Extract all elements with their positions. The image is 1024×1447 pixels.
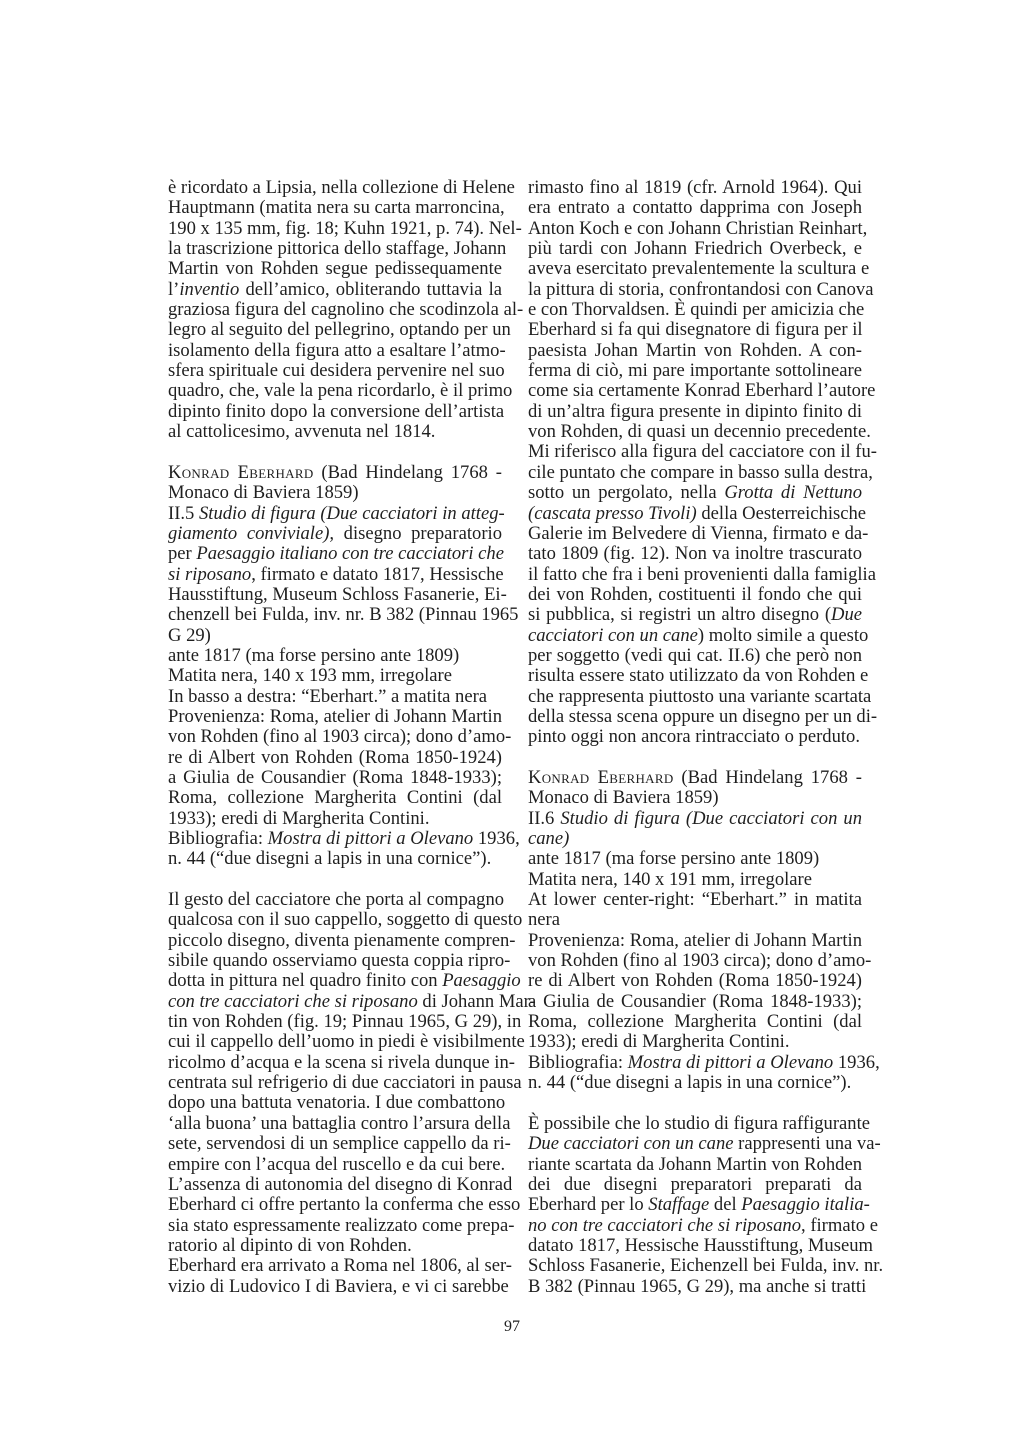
text-line: isolamento della figura atto a esaltare l’atmo-: [168, 339, 506, 361]
text-line: si riposano, firmato e datato 1817, Hessische: [168, 563, 504, 585]
text-line: riante scartata da Johann Martin von Rohden: [528, 1153, 862, 1175]
text-line: Galerie im Belvedere di Vienna, firmato e da-: [528, 522, 869, 544]
right-column: [528, 177, 884, 1297]
text-line: qualcosa con il suo cappello, soggetto di questo: [168, 909, 523, 931]
text-line: il fatto che fra i beni provenienti dalla famiglia: [528, 563, 876, 585]
text-line: la trascrizione pittorica dello staffage, Johann: [168, 238, 507, 260]
text-line: legro al seguito del pellegrino, optando per un: [168, 319, 511, 341]
text-line: Roma, collezione Margherita Contini (dal: [168, 787, 502, 809]
text-line: II.5 Studio di figura (Due cacciatori in atteg-: [168, 502, 505, 524]
text-line: di un’altra figura presente in dipinto finito di: [528, 400, 862, 422]
text-line: II.6 Studio di figura (Due cacciatori con un: [528, 807, 863, 829]
text-line: ferma di ciò, mi pare importante sottolineare: [528, 360, 862, 382]
paragraph-gap: [168, 870, 502, 890]
text-line: dopo una battuta venatoria. I due combattono: [168, 1092, 506, 1114]
text-line: che rappresenta piuttosto una variante scartata: [528, 685, 872, 707]
text-line: At lower center-right: “Eberhart.” in matita: [528, 889, 862, 911]
text-line: (cascata presso Tivoli) della Oesterreichische: [528, 502, 867, 524]
text-line: 190 x 135 mm, fig. 18; Kuhn 1921, p. 74). Nel-: [168, 217, 522, 239]
text-line: Eberhard si fa qui disegnatore di figura per il: [528, 319, 863, 341]
page-number: 97: [504, 1318, 520, 1335]
text-line: re di Albert von Rohden (Roma 1850-1924): [528, 970, 862, 992]
text-line: piccolo disegno, diventa pienamente compren-: [168, 929, 516, 951]
text-line: chenzell bei Fulda, inv. nr. B 382 (Pinnau 1965: [168, 604, 519, 626]
text-line: tin von Rohden (fig. 19; Pinnau 1965, G 29), in: [168, 1011, 522, 1033]
text-line: si pubblica, si registri un altro disegno (Due: [528, 604, 862, 626]
text-line: Konrad Eberhard (Bad Hindelang 1768 -: [168, 461, 502, 483]
text-line: no con tre cacciatori che si riposano, firmato e: [528, 1214, 878, 1236]
text-line: Hauptmann (matita nera su carta marroncina,: [168, 197, 505, 219]
text-line: quadro, che, vale la pena ricordarlo, è il primo: [168, 380, 513, 402]
text-line: tato 1809 (fig. 12). Non va inoltre trascurato: [528, 543, 862, 565]
text-line: aveva esercitato prevalentemente la scultura e: [528, 258, 870, 280]
text-line: risulta essere stato utilizzato da von Rohden e: [528, 665, 869, 687]
text-line: L’assenza di autonomia del disegno di Konrad: [168, 1173, 513, 1195]
text-line: graziosa figura del cagnolino che scodinzola al-: [168, 299, 524, 321]
text-line: 1933); eredi di Margherita Contini.: [168, 807, 430, 829]
text-line: sia stato espressamente realizzato come prepa-: [168, 1214, 515, 1236]
text-line: dei von Rohden, costituenti il fondo che qui: [528, 583, 862, 605]
text-line: vizio di Ludovico I di Baviera, e vi ci sarebbe: [168, 1275, 509, 1297]
text-line: della stessa scena oppure un disegno per un di-: [528, 705, 878, 727]
text-line: G 29): [168, 624, 211, 646]
text-line: Il gesto del cacciatore che porta al compagno: [168, 889, 505, 911]
text-line: sete, servendosi di un semplice cappello da ri-: [168, 1133, 511, 1155]
text-line: è ricordato a Lipsia, nella collezione di Helene: [168, 177, 515, 198]
paragraph-gap: [168, 442, 502, 462]
text-line: per soggetto (vedi qui cat. II.6) che però non: [528, 644, 862, 666]
text-line: Due cacciatori con un cane rappresenti una va-: [528, 1133, 881, 1155]
text-line: ante 1817 (ma forse persino ante 1809): [528, 848, 820, 870]
text-line: È possibile che lo studio di figura raffigurante: [528, 1112, 871, 1134]
text-line: cui il cappello dell’uomo in piedi è visibilmente: [168, 1031, 525, 1053]
text-line: datato 1817, Hessische Hausstiftung, Museum: [528, 1234, 873, 1256]
text-line: al cattolicesimo, avvenuta nel 1814.: [168, 421, 436, 443]
text-line: empire con l’acqua del ruscello e da cui bere.: [168, 1153, 506, 1175]
text-line: Konrad Eberhard (Bad Hindelang 1768 -: [528, 766, 862, 788]
text-line: sibile quando osserviamo questa coppia ripro-: [168, 950, 511, 972]
text-line: Monaco di Baviera 1859): [528, 787, 719, 809]
text-line: von Rohden (fino al 1903 circa); dono d’amo-: [168, 726, 512, 748]
text-line: cacciatori con un cane) molto simile a questo: [528, 624, 869, 646]
text-line: Matita nera, 140 x 191 mm, irregolare: [528, 868, 812, 890]
text-line: pinto oggi non ancora rintracciato o perduto.: [528, 726, 861, 748]
text-line: dei due disegni preparatori preparati da: [528, 1173, 862, 1195]
text-line: cile puntato che compare in basso sulla destra,: [528, 461, 873, 483]
text-line: a Giulia de Cousandier (Roma 1848-1933);: [528, 990, 862, 1012]
text-line: von Rohden (fino al 1903 circa); dono d’amo-: [528, 950, 872, 972]
text-line: nera: [528, 909, 560, 931]
text-line: a Giulia de Cousandier (Roma 1848-1933);: [168, 766, 502, 788]
text-line: Roma, collezione Margherita Contini (dal: [528, 1011, 862, 1033]
text-line: era entrato a contatto dapprima con Joseph: [528, 197, 862, 219]
text-line: dotta in pittura nel quadro finito con Paesaggio: [168, 970, 521, 992]
left-column: [168, 177, 536, 1297]
text-line: con tre cacciatori che si riposano di Johann Mar-: [168, 990, 536, 1012]
paragraph-gap: [528, 1093, 862, 1113]
text-line: ratorio al dipinto di von Rohden.: [168, 1234, 412, 1256]
text-line: ante 1817 (ma forse persino ante 1809): [168, 644, 460, 666]
text-line: dipinto finito dopo la conversione dell’artista: [168, 400, 505, 422]
text-line: e con Thorvaldsen. È quindi per amicizia che: [528, 299, 865, 321]
text-line: re di Albert von Rohden (Roma 1850-1924): [168, 746, 502, 768]
text-line: Matita nera, 140 x 193 mm, irregolare: [168, 665, 452, 687]
text-line: Eberhard ci offre pertanto la conferma che esso: [168, 1194, 521, 1216]
text-line: l’inventio dell’amico, obliterando tuttavia la: [168, 278, 502, 300]
text-line: In basso a destra: “Eberhart.” a matita nera: [168, 685, 488, 707]
text-line: ‘alla buona’ una battaglia contro l’arsura della: [168, 1112, 511, 1134]
paragraph-gap: [528, 748, 862, 768]
text-line: la pittura di storia, confrontandosi con Canova: [528, 278, 874, 300]
text-line: Bibliografia: Mostra di pittori a Olevano 1936,: [168, 828, 520, 849]
text-line: Martin von Rohden segue pedissequamente: [168, 258, 502, 280]
text-line: Eberhard per lo Staffage del Paesaggio italia-: [528, 1194, 870, 1216]
text-line: ricolmo d’acqua e la scena si rivela dunque in-: [168, 1051, 515, 1073]
text-line: von Rohden, di quasi un decennio precedente.: [528, 421, 871, 443]
text-line: Mi riferisco alla figura del cacciatore con il fu-: [528, 441, 877, 463]
text-line: cane): [528, 828, 570, 849]
text-line: per Paesaggio italiano con tre cacciatori che: [168, 543, 504, 565]
text-line: come sia certamente Konrad Eberhard l’autore: [528, 380, 876, 402]
text-line: Eberhard era arrivato a Roma nel 1806, al ser-: [168, 1255, 512, 1277]
text-line: Monaco di Baviera 1859): [168, 482, 359, 504]
text-line: più tardi con Johann Friedrich Overbeck, e: [528, 238, 862, 260]
text-line: Provenienza: Roma, atelier di Johann Martin: [168, 705, 502, 727]
text-line: Hausstiftung, Museum Schloss Fasanerie, Ei-: [168, 583, 507, 605]
text-line: sotto un pergolato, nella Grotta di Nettuno: [528, 482, 862, 504]
text-line: rimasto fino al 1819 (cfr. Arnold 1964). Qui: [528, 177, 862, 198]
text-line: n. 44 (“due disegni a lapis in una cornice”).: [168, 848, 492, 870]
text-line: sfera spirituale cui desidera pervenire nel suo: [168, 360, 505, 382]
text-line: n. 44 (“due disegni a lapis in una cornice”).: [528, 1072, 852, 1094]
text-line: Provenienza: Roma, atelier di Johann Martin: [528, 929, 862, 951]
text-line: paesista Johan Martin von Rohden. A con-: [528, 339, 862, 361]
text-line: Schloss Fasanerie, Eichenzell bei Fulda, inv. nr.: [528, 1255, 884, 1277]
text-line: centrata sul refrigerio di due cacciatori in pausa: [168, 1072, 522, 1094]
text-line: Bibliografia: Mostra di pittori a Olevano 1936,: [528, 1051, 880, 1073]
text-line: B 382 (Pinnau 1965, G 29), ma anche si tratti: [528, 1275, 867, 1297]
text-line: Anton Koch e con Johann Christian Reinhart,: [528, 217, 868, 239]
text-line: 1933); eredi di Margherita Contini.: [528, 1031, 790, 1053]
text-line: giamento conviviale), disegno preparatorio: [168, 522, 502, 544]
